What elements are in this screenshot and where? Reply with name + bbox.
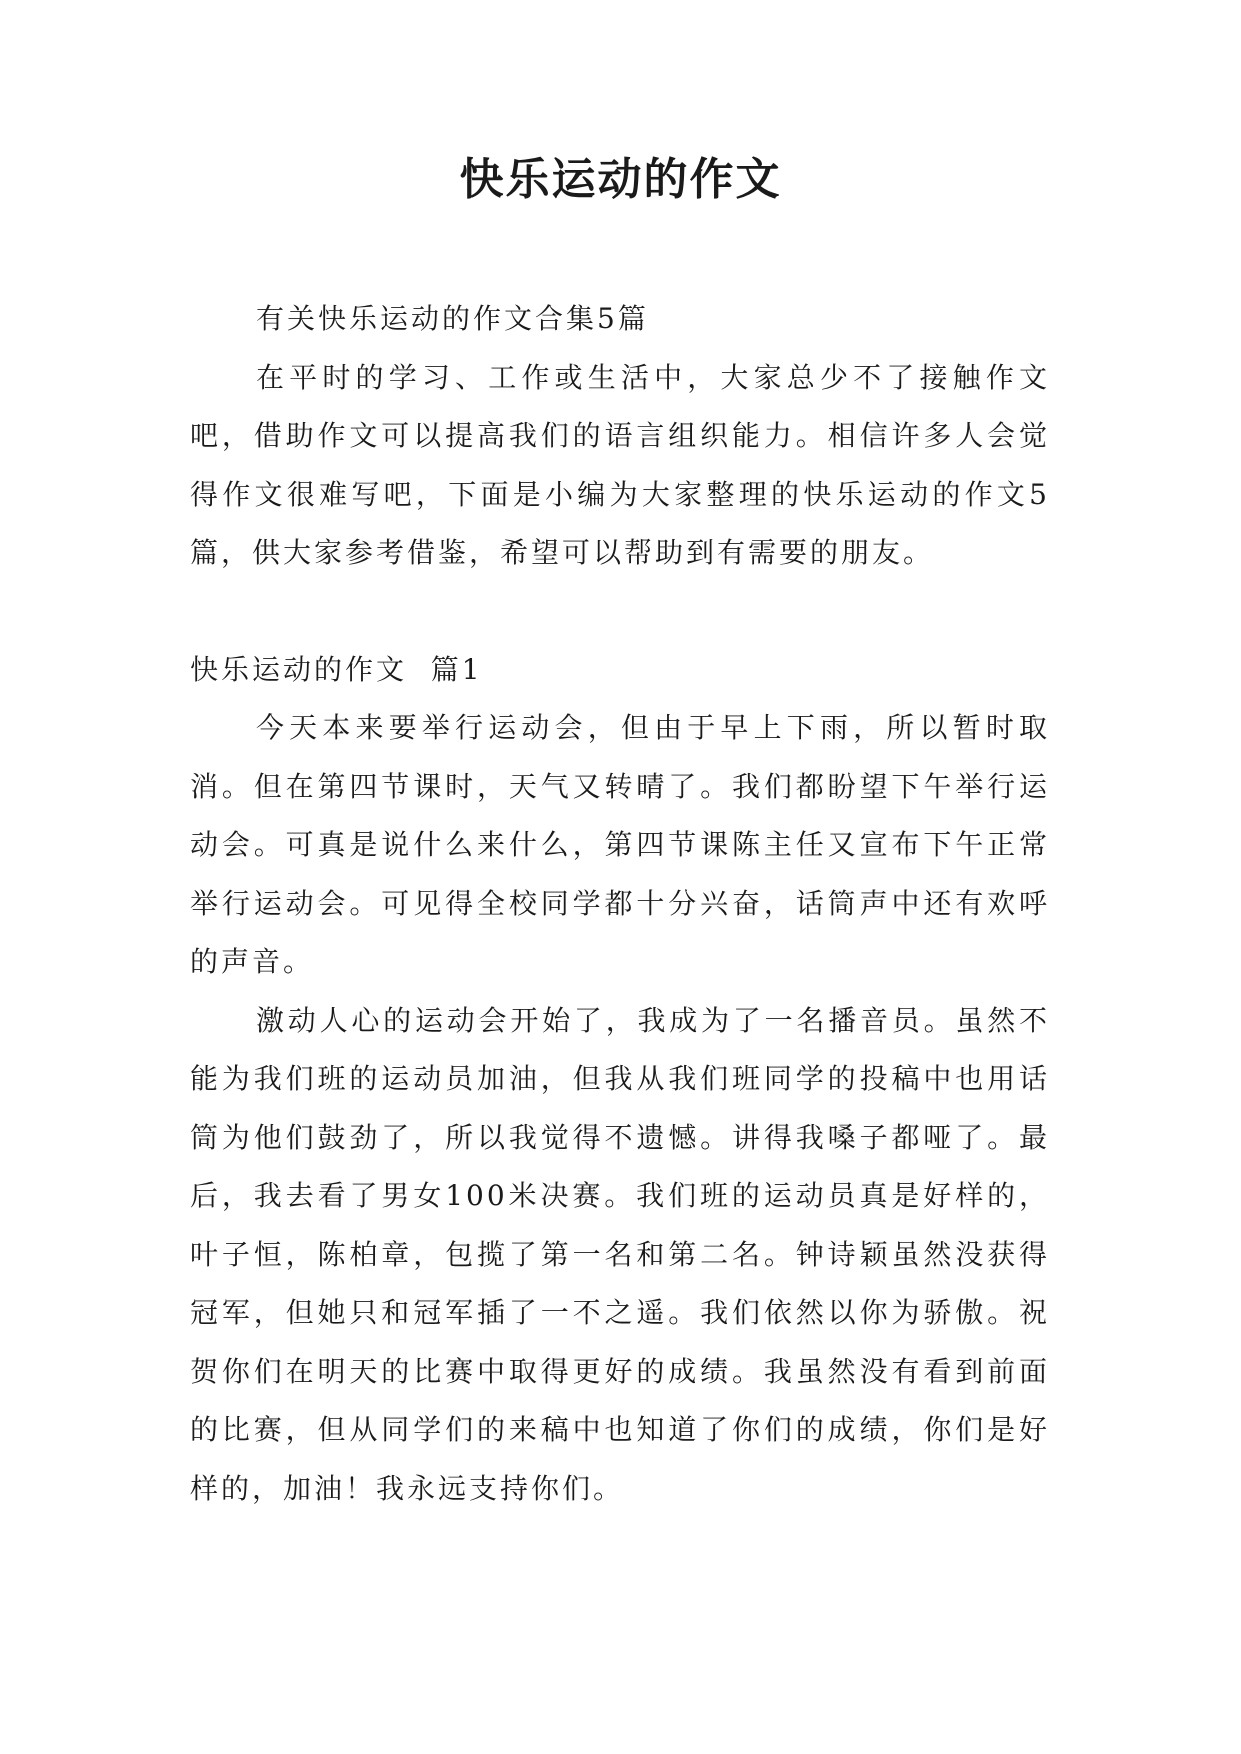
section-heading: 快乐运动的作文 篇1 [190, 652, 483, 686]
document-body [190, 290, 1050, 1518]
paragraph-2: 激动人心的运动会开始了，我成为了一名播音员。虽然不能为我们班的运动员加油，但我从我们班同学的投稿中也用话筒为他们鼓劲了，所以我觉得不遗憾。讲得我嗓子都哑了。最后，我去看了男女100米决赛。我们班的运动员真是好样的，叶子恒，陈柏章，包揽了第一名和第二名。钟诗颖虽然没获得冠军，但她只和冠军插了一不之遥。我们依然以你为骄傲。祝贺你们在明天的比赛中取得更好的成绩。我虽然没有看到前面的比赛，但从同学们的来稿中也知道了你们的成绩，你们是好样的，加油！我永远支持你们。 [190, 1003, 1050, 1505]
paragraph-1: 今天本来要举行运动会，但由于早上下雨，所以暂时取消。但在第四节课时，天气又转晴了。我们都盼望下午举行运动会。可真是说什么来什么，第四节课陈主任又宣布下午正常举行运动会。可见得全校同学都十分兴奋，话筒声中还有欢呼的声音。 [190, 711, 1050, 978]
intro-line: 有关快乐运动的作文合集5篇 [256, 302, 649, 335]
document-title: 快乐运动的作文 [459, 154, 782, 205]
intro-paragraph: 在平时的学习、工作或生活中，大家总少不了接触作文吧，借助作文可以提高我们的语言组织能力。相信许多人会觉得作文很难写吧，下面是小编为大家整理的快乐运动的作文5篇，供大家参考借鉴，希望可以帮助到有需要的朋友。 [190, 360, 1050, 569]
